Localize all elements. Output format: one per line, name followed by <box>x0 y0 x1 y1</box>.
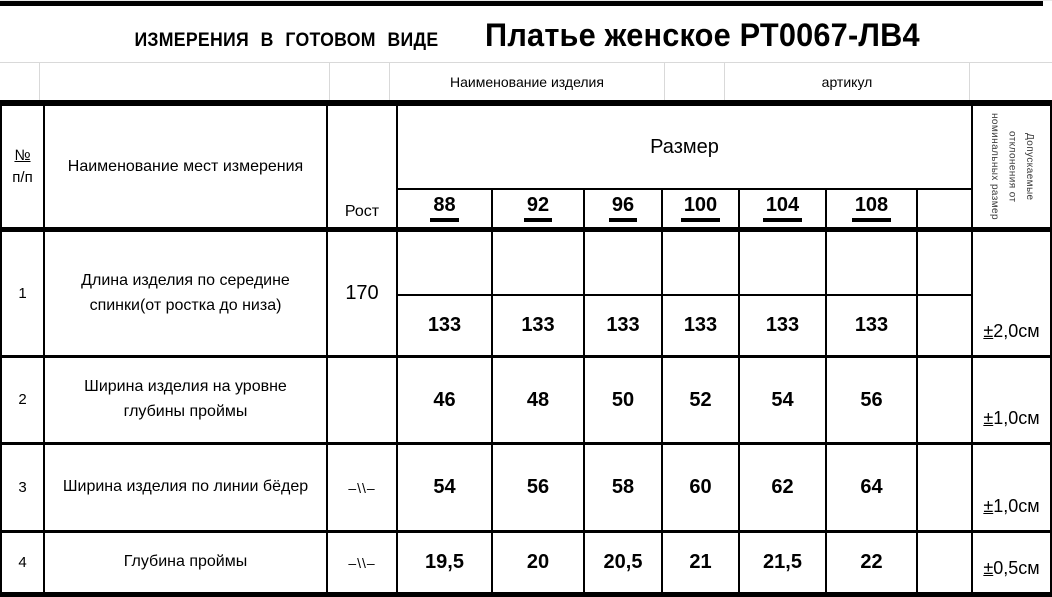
size-header-108: 108 <box>827 190 918 232</box>
row1-upper-empty <box>827 232 918 296</box>
subheader-empty-3 <box>330 63 390 100</box>
product-title: Платье женское РТ0067-ЛВ4 <box>485 17 920 53</box>
row1-value-108: 133 <box>827 296 918 358</box>
top-border-bar <box>0 1 1043 6</box>
row3-number: 3 <box>2 445 45 533</box>
row1-upper-empty <box>585 232 663 296</box>
size-group-header: Размер <box>398 106 973 190</box>
product-name-label: Наименование изделия <box>390 63 665 100</box>
number-column-header <box>2 106 45 232</box>
row2-value-92: 48 <box>493 358 585 445</box>
subheader-empty-2 <box>40 63 330 100</box>
row1-value-104: 133 <box>740 296 827 358</box>
row4-value-100: 21 <box>663 533 740 597</box>
row2-value-104: 54 <box>740 358 827 445</box>
size-header-92: 92 <box>493 190 585 232</box>
row1-upper-empty <box>493 232 585 296</box>
row4-number: 4 <box>2 533 45 597</box>
subheader-empty-5 <box>970 63 1052 100</box>
row1-height: 170 <box>328 232 398 358</box>
row2-value-100: 52 <box>663 358 740 445</box>
size-header-88: 88 <box>398 190 493 232</box>
sheet-title: ИЗМЕРЕНИЯ В ГОТОВОМ ВИДЕ <box>134 30 439 51</box>
row2-name: Ширина изделия на уровне глубины проймы <box>45 358 328 445</box>
row1-value-92: 133 <box>493 296 585 358</box>
row3-value-104: 62 <box>740 445 827 533</box>
row2-height <box>328 358 398 445</box>
row1-upper-empty <box>740 232 827 296</box>
row1-upper-empty <box>663 232 740 296</box>
size-header-100: 100 <box>663 190 740 232</box>
tolerance-header-text: Допускаемые отклонения от номинальных размер <box>988 113 1035 220</box>
row4-value-96: 20,5 <box>585 533 663 597</box>
row3-height: –\\– <box>328 445 398 533</box>
subheader-empty-4 <box>665 63 725 100</box>
row1-name: Длина изделия по середине спинки(от ростка до низа) <box>45 232 328 358</box>
article-label: артикул <box>725 63 970 100</box>
measurement-name-header: Наименование мест измерения <box>45 106 328 232</box>
size-header-96: 96 <box>585 190 663 232</box>
subheader-band <box>0 62 1052 100</box>
number-header-line2: п/п <box>12 168 33 186</box>
row3-value-100: 60 <box>663 445 740 533</box>
row1-number: 1 <box>2 232 45 358</box>
row2-value-88: 46 <box>398 358 493 445</box>
row4-value-104: 21,5 <box>740 533 827 597</box>
size-header-empty <box>918 190 973 232</box>
row1-value-empty <box>918 296 973 358</box>
size-header-104: 104 <box>740 190 827 232</box>
row3-value-empty <box>918 445 973 533</box>
row4-value-108: 22 <box>827 533 918 597</box>
row4-value-88: 19,5 <box>398 533 493 597</box>
row4-value-empty <box>918 533 973 597</box>
subheader-empty-1 <box>0 63 40 100</box>
row4-name: Глубина проймы <box>45 533 328 597</box>
row3-name: Ширина изделия по линии бёдер <box>45 445 328 533</box>
row2-value-96: 50 <box>585 358 663 445</box>
row4-value-92: 20 <box>493 533 585 597</box>
titles <box>0 1 1052 63</box>
row1-value-88: 133 <box>398 296 493 358</box>
measurement-table <box>0 100 1052 597</box>
title-band <box>0 0 1052 63</box>
row2-number: 2 <box>2 358 45 445</box>
row3-value-96: 58 <box>585 445 663 533</box>
row4-tolerance: ±0,5см <box>973 533 1052 597</box>
height-column-header: Рост <box>328 106 398 232</box>
row1-tolerance: ±2,0см <box>973 232 1052 358</box>
row1-value-96: 133 <box>585 296 663 358</box>
row3-tolerance: ±1,0см <box>973 445 1052 533</box>
row4-height: –\\– <box>328 533 398 597</box>
row2-value-empty <box>918 358 973 445</box>
row1-upper-empty <box>398 232 493 296</box>
row1-value-100: 133 <box>663 296 740 358</box>
row3-value-92: 56 <box>493 445 585 533</box>
row2-tolerance: ±1,0см <box>973 358 1052 445</box>
row1-upper-empty <box>918 232 973 296</box>
row2-value-108: 56 <box>827 358 918 445</box>
row3-value-88: 54 <box>398 445 493 533</box>
row3-value-108: 64 <box>827 445 918 533</box>
tolerance-column-header <box>973 106 1052 232</box>
number-header-line1: № <box>14 146 31 164</box>
